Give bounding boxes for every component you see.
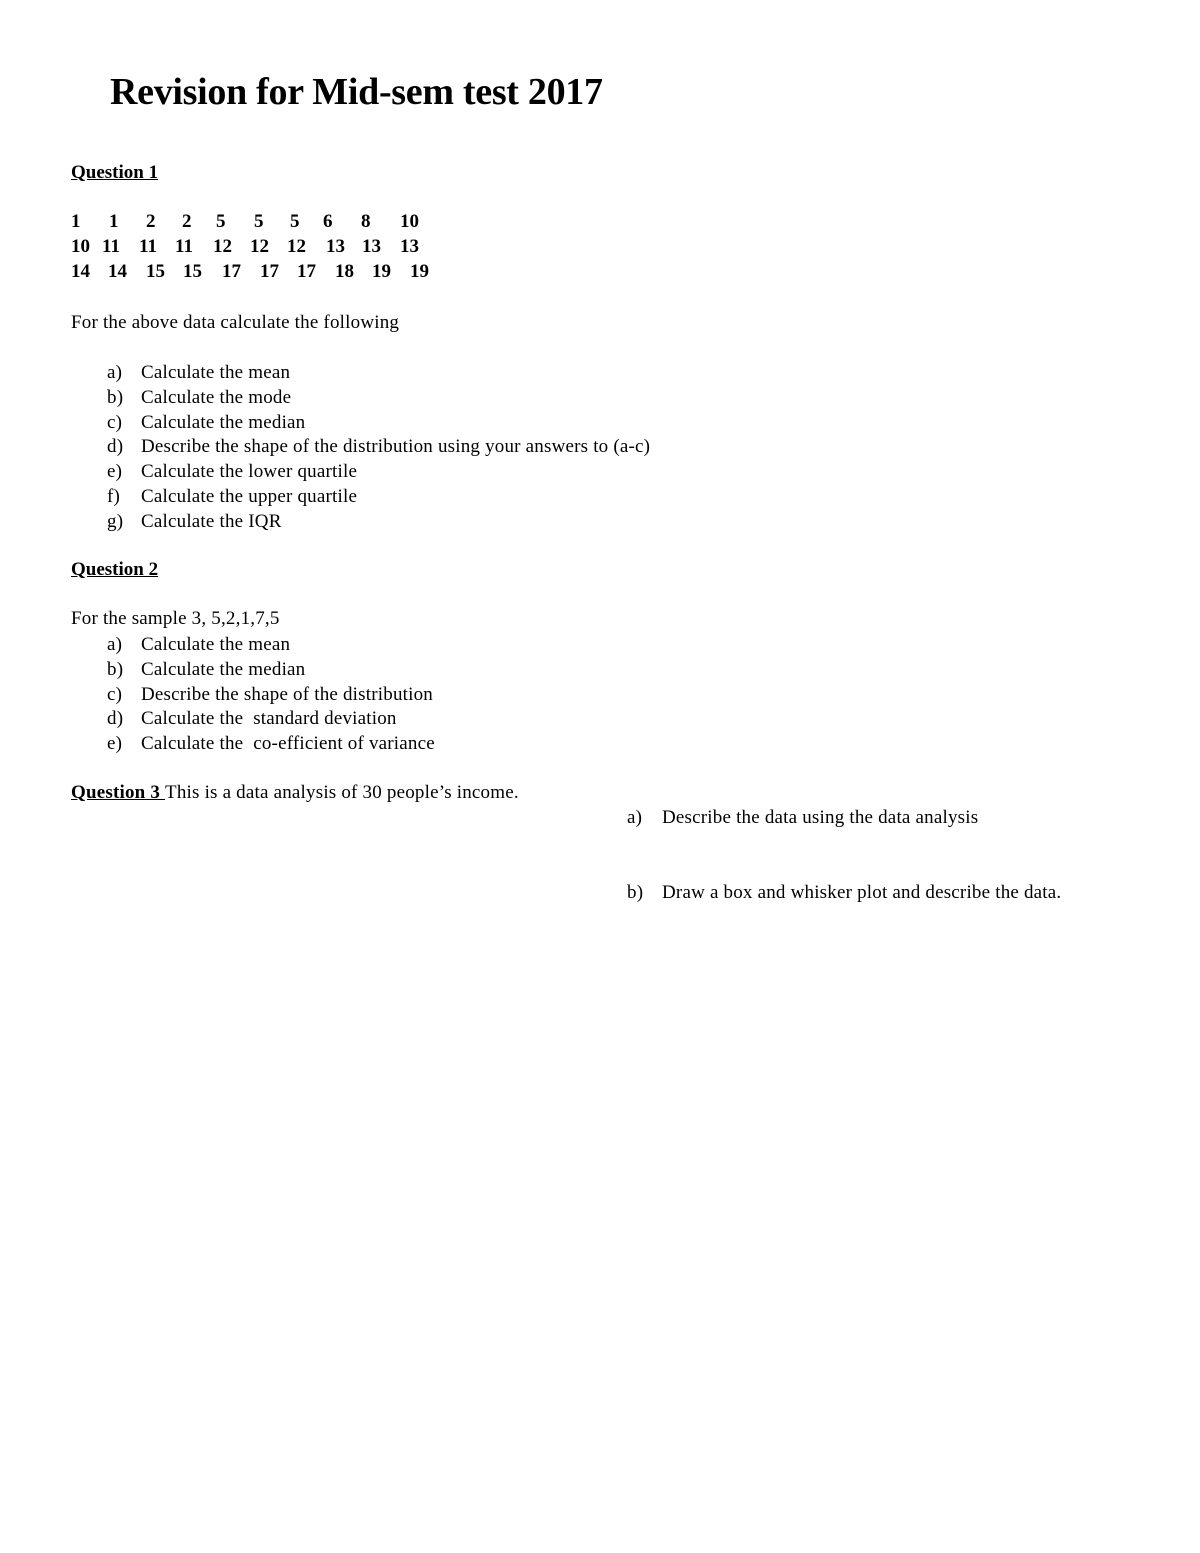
list-item-text: Calculate the upper quartile [141,485,358,507]
data-value: 12 [250,236,269,257]
data-value: 13 [326,236,345,257]
data-value: 5 [216,211,226,232]
data-value: 11 [102,236,120,257]
list-item [107,510,650,535]
list-item-text: Describe the data using the data analysis [662,807,979,828]
list-item-text: Describe the shape of the distribution using your answers to (a-c) [141,436,651,458]
list-item [107,707,435,732]
data-value: 2 [146,211,156,232]
question-2-intro: For the sample 3, 5,2,1,7,5 [71,608,280,629]
data-value: 19 [410,261,429,282]
list-item-text: Calculate the mode [141,386,292,408]
data-value: 15 [146,261,165,282]
list-item-text: Draw a box and whisker plot and describe the data. [662,882,1062,903]
list-item [107,386,650,411]
question-3-heading: Question 3 [71,782,166,803]
data-value: 6 [323,211,333,232]
list-item-text: Calculate the standard deviation [141,708,397,730]
list-marker: a) [107,362,123,383]
question-3-intro: This is a data analysis of 30 people’s income. [165,782,519,803]
data-value: 8 [361,211,371,232]
data-value: 19 [372,261,391,282]
data-value: 12 [213,236,232,257]
list-item-text: Calculate the median [141,658,306,680]
list-item [107,361,650,386]
question-3-line [71,782,519,804]
question-3-item-a [627,807,978,829]
list-item-text: Calculate the co-efficient of variance [141,733,435,755]
list-marker: a) [107,634,123,655]
data-value: 18 [335,261,354,282]
list-marker: g) [107,510,124,532]
list-item [107,683,435,708]
question-2-list [107,633,435,757]
data-value: 5 [254,211,264,232]
list-item-text: Calculate the mean [141,634,291,655]
question-1-heading: Question 1 [71,162,159,183]
data-value: 14 [71,261,90,282]
data-row-3 [71,261,471,286]
data-value: 2 [182,211,192,232]
data-value: 12 [287,236,306,257]
list-item [107,485,650,510]
list-marker: e) [107,733,123,755]
list-item-text: Calculate the IQR [141,510,282,532]
list-item [107,435,650,460]
list-marker: f) [107,485,121,507]
data-value: 5 [290,211,300,232]
data-value: 17 [222,261,241,282]
data-row-1 [71,211,471,236]
list-item-text: Calculate the lower quartile [141,461,358,483]
list-marker: b) [107,658,124,680]
data-value: 11 [139,236,157,257]
data-value: 13 [400,236,419,257]
list-marker: c) [107,411,123,433]
data-value: 13 [362,236,381,257]
list-marker: d) [107,708,124,730]
data-value: 14 [108,261,127,282]
list-marker: c) [107,683,123,705]
list-item-text: Calculate the median [141,411,306,433]
list-item-text: Describe the shape of the distribution [141,683,433,705]
data-value: 15 [183,261,202,282]
question-3-item-b [627,882,1061,904]
data-value: 17 [297,261,316,282]
list-item [107,460,650,485]
data-row-2 [71,236,471,261]
data-value: 17 [260,261,279,282]
page-title: Revision for Mid-sem test 2017 [110,71,603,113]
data-value: 1 [109,211,119,232]
data-value: 1 [71,211,81,232]
list-marker: a) [627,807,643,828]
list-item [107,658,435,683]
list-item [107,732,435,757]
question-1-intro: For the above data calculate the following [71,312,400,333]
data-value: 10 [400,211,419,232]
list-item [107,633,435,658]
data-value: 11 [175,236,193,257]
list-item-text: Calculate the mean [141,362,291,383]
question-2-heading: Question 2 [71,559,159,580]
question-1-list [107,361,650,535]
list-marker: e) [107,461,123,483]
list-item [107,411,650,436]
list-marker: b) [107,386,124,408]
list-marker: b) [627,882,644,903]
data-value: 10 [71,236,90,257]
list-marker: d) [107,436,124,458]
